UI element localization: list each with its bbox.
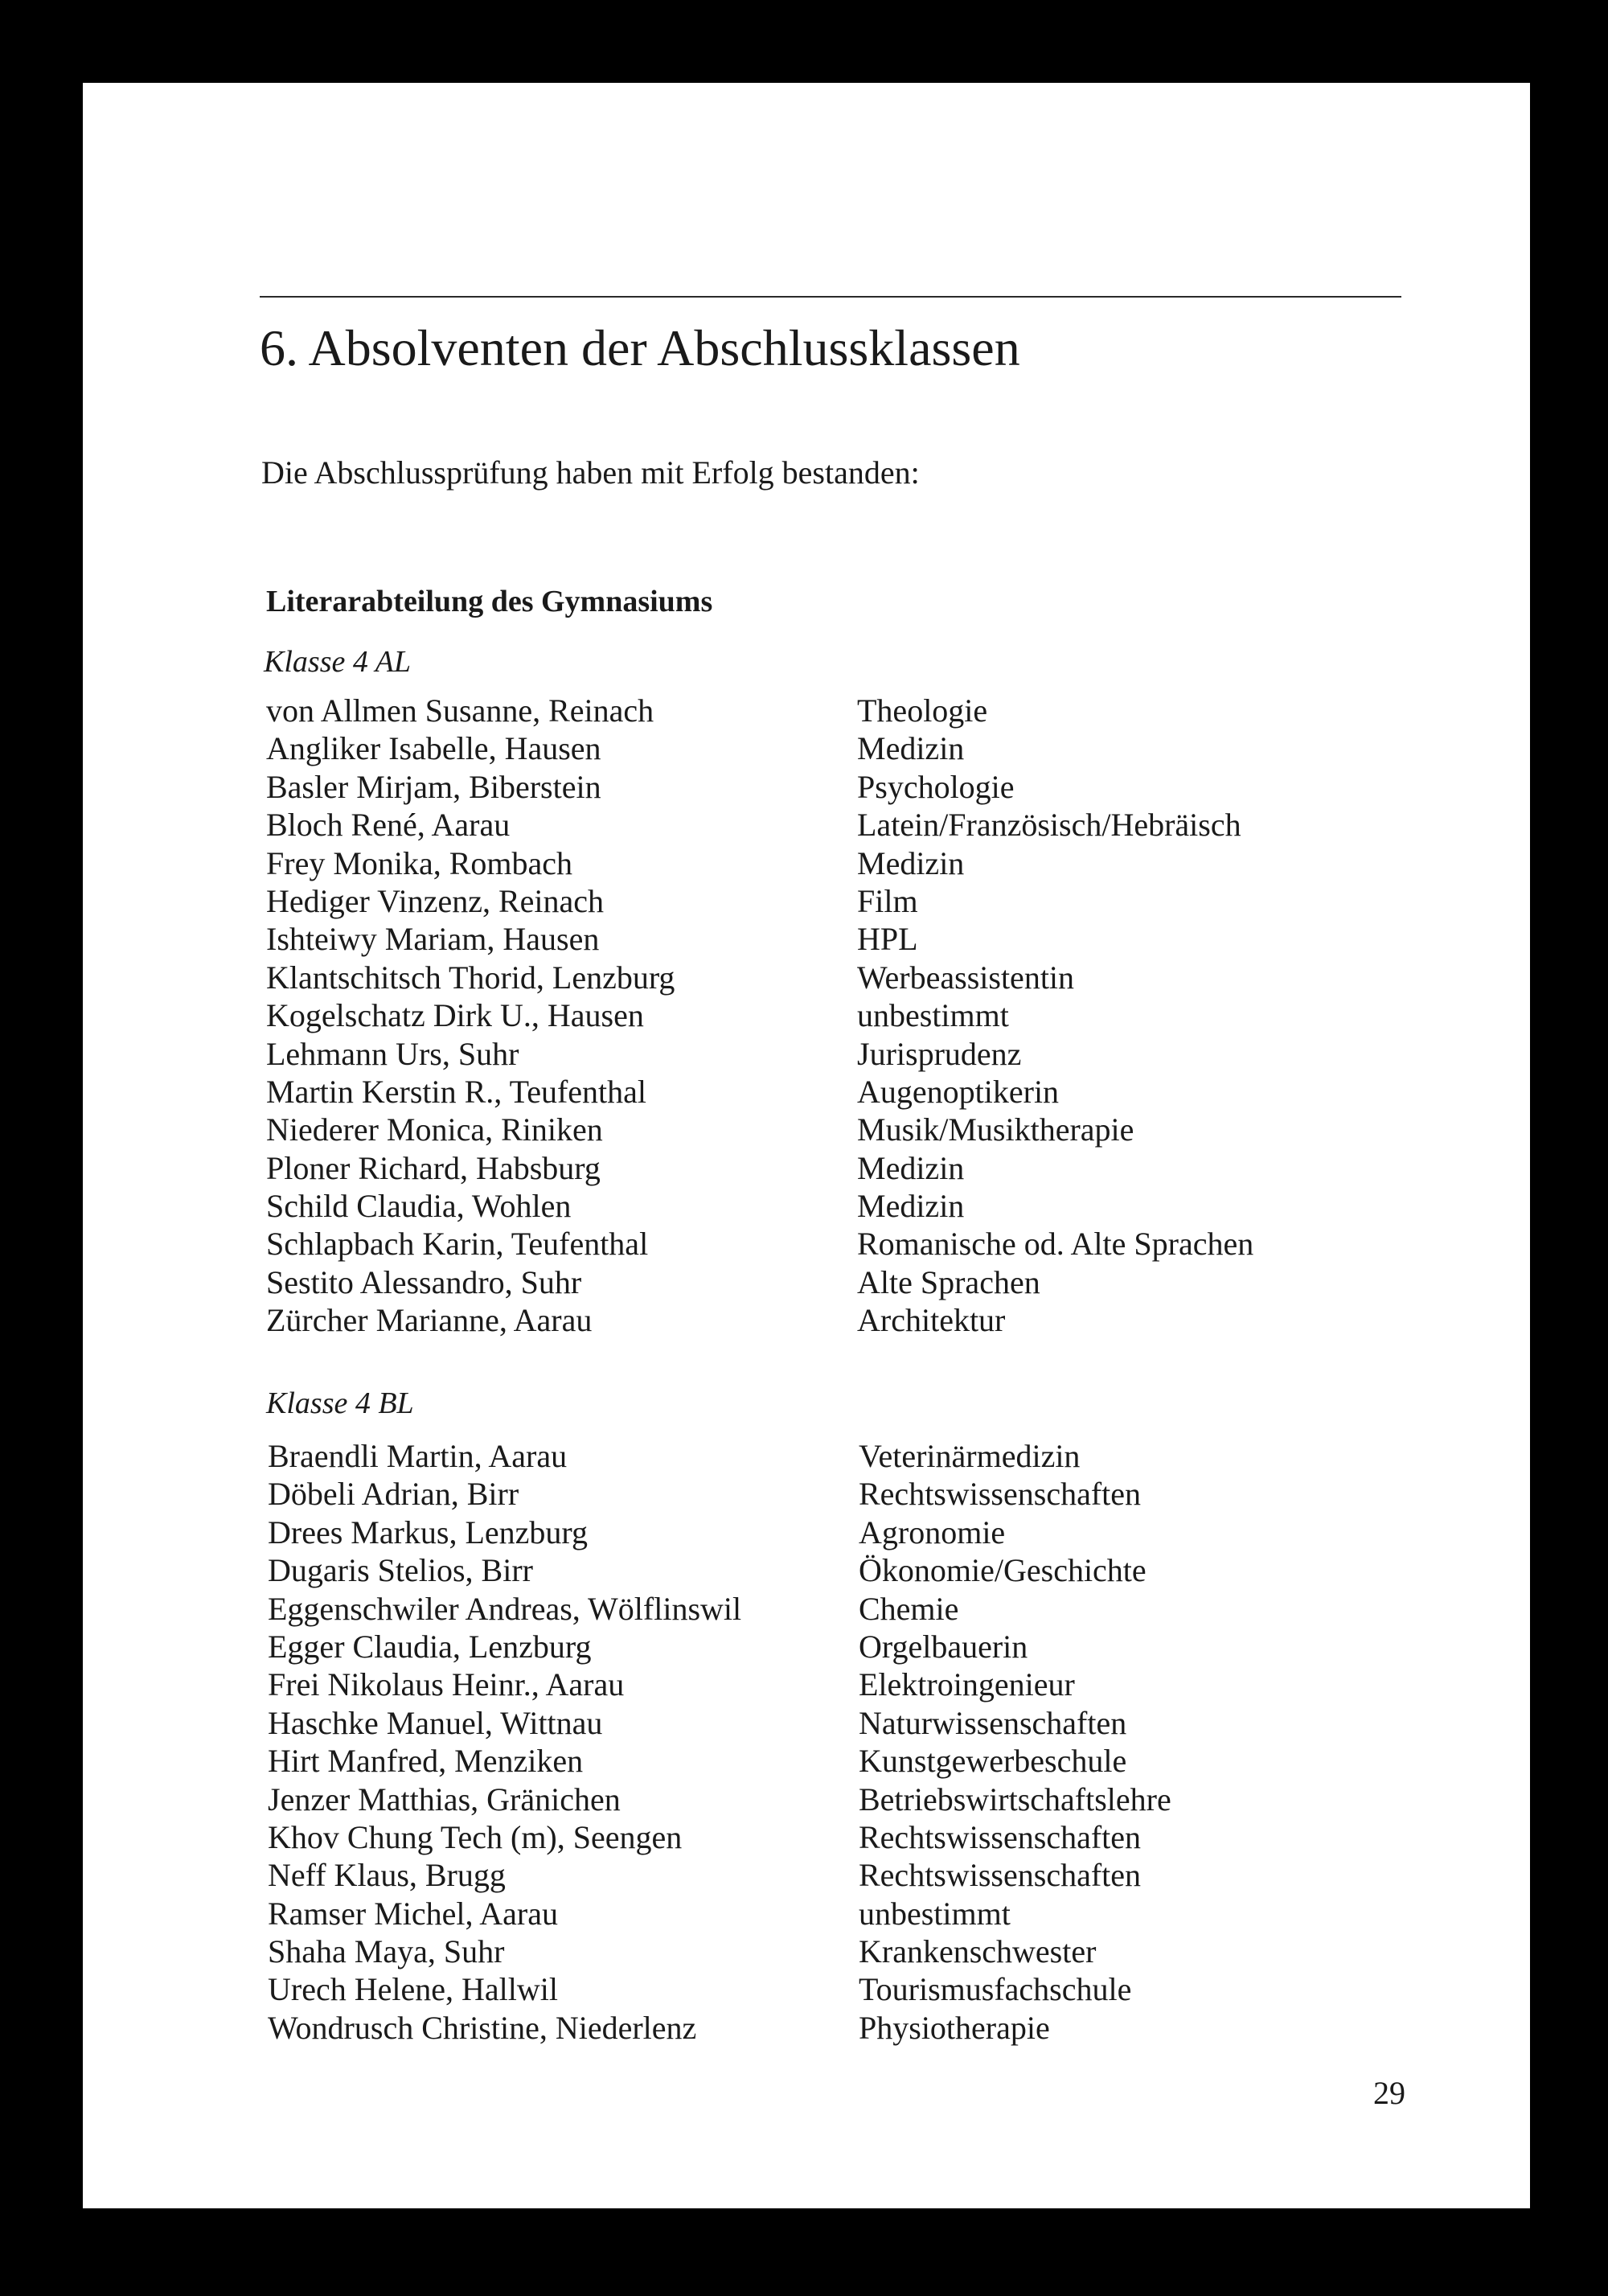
student-name: Drees Markus, Lenzburg	[268, 1514, 589, 1551]
study-field: Naturwissenschaften	[859, 1704, 1127, 1741]
student-name: Dugaris Stelios, Birr	[268, 1552, 533, 1589]
student-row	[266, 1073, 1392, 1111]
student-row	[268, 1818, 1393, 1856]
student-name: Frey Monika, Rombach	[266, 844, 573, 881]
study-field: Werbeassistentin	[857, 959, 1075, 996]
student-row	[266, 959, 1392, 996]
student-name: Shaha Maya, Suhr	[268, 1933, 505, 1970]
student-row	[268, 1666, 1393, 1703]
document-page	[83, 83, 1530, 2208]
study-field: Psychologie	[857, 768, 1015, 805]
student-row	[266, 844, 1392, 882]
student-row	[266, 1301, 1392, 1339]
study-field: Rechtswissenschaften	[859, 1818, 1142, 1855]
student-row	[268, 1551, 1393, 1589]
student-name: Jenzer Matthias, Gränichen	[268, 1781, 621, 1817]
student-row	[266, 1225, 1392, 1263]
study-field: Film	[857, 882, 918, 919]
class-label-4al: Klasse 4 AL	[264, 645, 412, 679]
study-field: Medizin	[857, 730, 965, 767]
student-name: Neff Klaus, Brugg	[268, 1857, 506, 1894]
student-row	[268, 2009, 1393, 2047]
student-name: Khov Chung Tech (m), Seengen	[268, 1818, 683, 1855]
study-field: Physiotherapie	[859, 2009, 1050, 2046]
study-field: Agronomie	[859, 1514, 1006, 1551]
study-field: Architektur	[857, 1302, 1006, 1339]
student-name: Ploner Richard, Habsburg	[266, 1149, 601, 1186]
student-name: Angliker Isabelle, Hausen	[266, 730, 601, 767]
study-field: Jurisprudenz	[857, 1035, 1022, 1072]
student-row	[268, 1437, 1393, 1475]
student-name: Eggenschwiler Andreas, Wölflinswil	[268, 1590, 742, 1627]
student-name: Sestito Alessandro, Suhr	[266, 1263, 582, 1300]
student-row	[268, 1514, 1393, 1551]
student-name: Kogelschatz Dirk U., Hausen	[266, 997, 644, 1034]
section-heading: Literarabteilung des Gymnasiums	[266, 585, 713, 618]
student-row	[266, 729, 1392, 767]
student-name: Egger Claudia, Lenzburg	[268, 1628, 592, 1665]
roster-4al	[266, 692, 1392, 1340]
study-field: Betriebswirtschaftslehre	[859, 1781, 1171, 1817]
student-row	[268, 1704, 1393, 1742]
study-field: Kunstgewerbeschule	[859, 1743, 1127, 1780]
student-name: Basler Mirjam, Biberstein	[266, 768, 601, 805]
study-field: Veterinärmedizin	[859, 1438, 1081, 1474]
chapter-title: 6. Absolventen der Abschlussklassen	[260, 319, 1020, 376]
student-name: Hirt Manfred, Menziken	[268, 1743, 584, 1780]
study-field: Medizin	[857, 1188, 965, 1225]
student-name: Frei Nikolaus Heinr., Aarau	[268, 1666, 625, 1703]
study-field: Ökonomie/Geschichte	[859, 1552, 1147, 1589]
study-field: Romanische od. Alte Sprachen	[857, 1226, 1254, 1263]
study-field: Krankenschwester	[859, 1933, 1097, 1970]
student-name: Braendli Martin, Aarau	[268, 1438, 568, 1474]
student-row	[268, 1970, 1393, 2008]
student-name: Hediger Vinzenz, Reinach	[266, 882, 605, 919]
student-row	[266, 1187, 1392, 1225]
student-row	[268, 1895, 1393, 1933]
study-field: unbestimmt	[857, 997, 1009, 1034]
student-name: Wondrusch Christine, Niederlenz	[268, 2009, 697, 2046]
student-row	[268, 1475, 1393, 1513]
student-row	[266, 692, 1392, 729]
student-name: Lehmann Urs, Suhr	[266, 1035, 519, 1072]
student-name: Schlapbach Karin, Teufenthal	[266, 1226, 649, 1263]
student-row	[266, 806, 1392, 844]
study-field: Augenoptikerin	[857, 1073, 1060, 1110]
student-name: Schild Claudia, Wohlen	[266, 1188, 572, 1225]
student-row	[266, 920, 1392, 958]
study-field: Elektroingenieur	[859, 1666, 1075, 1703]
study-field: Chemie	[859, 1590, 959, 1627]
study-field: Tourismusfachschule	[859, 1971, 1132, 2008]
study-field: Medizin	[857, 1149, 965, 1186]
student-name: Niederer Monica, Riniken	[266, 1111, 603, 1148]
student-row	[266, 1149, 1392, 1187]
student-row	[268, 1742, 1393, 1780]
study-field: Theologie	[857, 692, 988, 729]
study-field: HPL	[857, 921, 918, 958]
class-label-4bl: Klasse 4 BL	[266, 1386, 414, 1420]
student-name: Zürcher Marianne, Aarau	[266, 1302, 593, 1339]
student-row	[266, 1035, 1392, 1073]
study-field: Rechtswissenschaften	[859, 1476, 1142, 1513]
study-field: Medizin	[857, 844, 965, 881]
student-name: Ishteiwy Mariam, Hausen	[266, 921, 600, 958]
student-name: Urech Helene, Hallwil	[268, 1971, 558, 2008]
student-name: Martin Kerstin R., Teufenthal	[266, 1073, 647, 1110]
title-rule	[260, 296, 1401, 298]
student-row	[268, 1781, 1393, 1818]
study-field: Latein/Französisch/Hebräisch	[857, 807, 1241, 844]
student-row	[266, 1263, 1392, 1301]
student-row	[268, 1856, 1393, 1894]
study-field: unbestimmt	[859, 1895, 1011, 1932]
study-field: Rechtswissenschaften	[859, 1857, 1142, 1894]
student-name: von Allmen Susanne, Reinach	[266, 692, 654, 729]
roster-4bl	[268, 1437, 1393, 2047]
student-row	[266, 1111, 1392, 1148]
student-row	[268, 1933, 1393, 1970]
study-field: Orgelbauerin	[859, 1628, 1028, 1665]
page-number: 29	[1373, 2075, 1405, 2111]
student-name: Klantschitsch Thorid, Lenzburg	[266, 959, 675, 996]
student-name: Bloch René, Aarau	[266, 807, 511, 844]
student-name: Döbeli Adrian, Birr	[268, 1476, 519, 1513]
student-name: Haschke Manuel, Wittnau	[268, 1704, 603, 1741]
student-row	[266, 996, 1392, 1034]
intro-text: Die Abschlussprüfung haben mit Erfolg bestanden:	[261, 454, 920, 491]
student-row	[268, 1590, 1393, 1628]
student-row	[266, 882, 1392, 920]
student-row	[268, 1628, 1393, 1666]
student-row	[266, 768, 1392, 806]
student-name: Ramser Michel, Aarau	[268, 1895, 558, 1932]
study-field: Alte Sprachen	[857, 1263, 1040, 1300]
study-field: Musik/Musiktherapie	[857, 1111, 1134, 1148]
